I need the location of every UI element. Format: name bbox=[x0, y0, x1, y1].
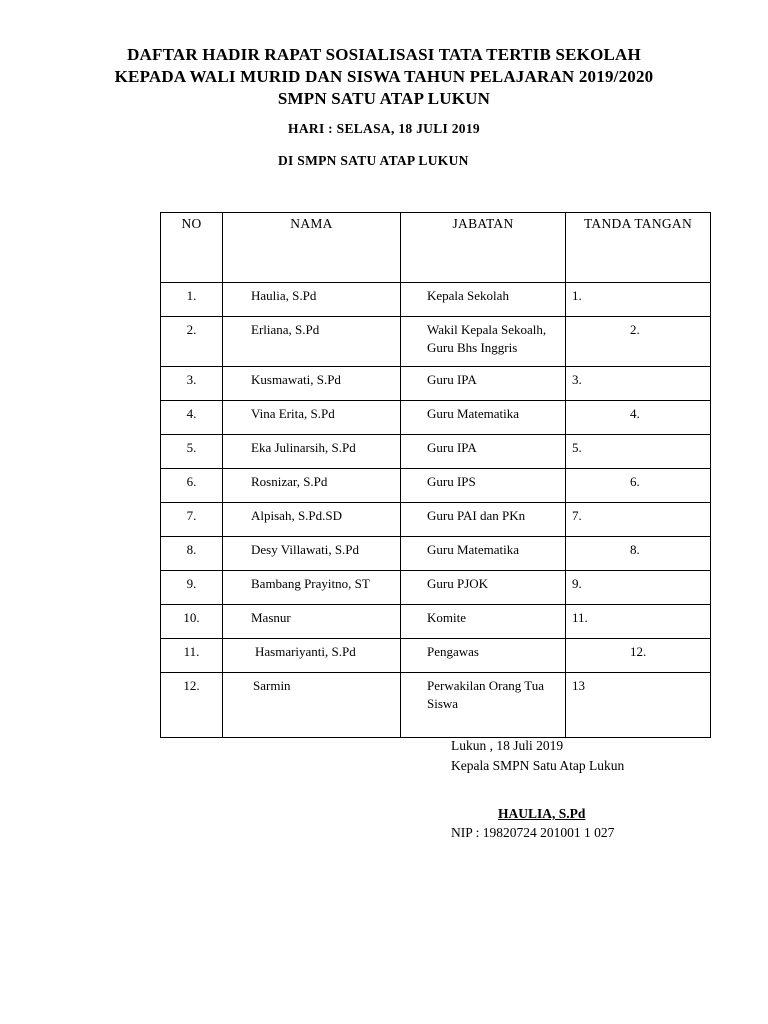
row-jabatan: Wakil Kepala Sekoalh, Guru Bhs Inggris bbox=[427, 322, 547, 355]
table-row bbox=[161, 503, 711, 537]
row-signature: 2. bbox=[630, 322, 640, 337]
table-row bbox=[161, 367, 711, 401]
signature-nip: NIP : 19820724 201001 1 027 bbox=[451, 825, 615, 840]
meeting-location: DI SMPN SATU ATAP LUKUN bbox=[278, 153, 469, 168]
document-title-line-1: DAFTAR HADIR RAPAT SOSIALISASI TATA TERTIB SEKOLAH bbox=[127, 45, 641, 64]
signature-place-date: Lukun , 18 Juli 2019 bbox=[451, 738, 564, 753]
row-jabatan: Guru Matematika bbox=[427, 406, 520, 421]
row-jabatan: Pengawas bbox=[427, 644, 479, 659]
row-signature: 7. bbox=[572, 508, 582, 523]
row-jabatan: Guru PJOK bbox=[427, 576, 489, 591]
meeting-day: HARI : SELASA, 18 JULI 2019 bbox=[288, 121, 480, 136]
row-signature: 3. bbox=[572, 372, 582, 387]
row-no: 12. bbox=[183, 678, 200, 693]
document-title-line-2: KEPADA WALI MURID DAN SISWA TAHUN PELAJARAN 2019/2020 bbox=[114, 67, 654, 86]
row-no: 8. bbox=[186, 542, 197, 557]
row-signature: 6. bbox=[630, 474, 640, 489]
table-header-row bbox=[161, 213, 711, 283]
row-signature: 8. bbox=[630, 542, 640, 557]
table-row bbox=[161, 571, 711, 605]
table-row bbox=[161, 605, 711, 639]
row-nama: Erliana, S.Pd bbox=[251, 322, 320, 337]
row-nama: Masnur bbox=[251, 610, 291, 625]
row-no: 6. bbox=[186, 474, 197, 489]
row-jabatan: Perwakilan Orang Tua Siswa bbox=[427, 678, 544, 711]
row-no: 10. bbox=[183, 610, 200, 625]
row-no: 2. bbox=[186, 322, 197, 337]
row-nama: Kusmawati, S.Pd bbox=[251, 372, 341, 387]
row-jabatan: Guru Matematika bbox=[427, 542, 520, 557]
row-nama: Hasmariyanti, S.Pd bbox=[255, 644, 356, 659]
row-jabatan: Kepala Sekolah bbox=[427, 288, 509, 303]
row-nama: Sarmin bbox=[253, 678, 291, 693]
row-nama: Eka Julinarsih, S.Pd bbox=[251, 440, 356, 455]
column-header-jabatan: JABATAN bbox=[401, 213, 566, 283]
table-row bbox=[161, 317, 711, 367]
table-row bbox=[161, 435, 711, 469]
row-nama: Rosnizar, S.Pd bbox=[251, 474, 328, 489]
row-signature: 9. bbox=[572, 576, 582, 591]
row-signature: 5. bbox=[572, 440, 582, 455]
row-nama: Bambang Prayitno, ST bbox=[251, 576, 370, 591]
row-no: 1. bbox=[186, 288, 197, 303]
row-nama: Vina Erita, S.Pd bbox=[251, 406, 335, 421]
row-no: 11. bbox=[183, 644, 200, 659]
table-row bbox=[161, 537, 711, 571]
column-header-nama: NAMA bbox=[223, 213, 401, 283]
column-header-no: NO bbox=[161, 213, 223, 283]
table-row bbox=[161, 401, 711, 435]
row-jabatan: Guru PAI dan PKn bbox=[427, 508, 526, 523]
table-row bbox=[161, 639, 711, 673]
table-row bbox=[161, 673, 711, 738]
row-signature: 1. bbox=[572, 288, 582, 303]
row-jabatan: Guru IPA bbox=[427, 440, 477, 455]
row-signature: 13 bbox=[572, 678, 585, 693]
row-nama: Desy Villawati, S.Pd bbox=[251, 542, 360, 557]
row-no: 7. bbox=[186, 508, 197, 523]
row-no: 9. bbox=[186, 576, 197, 591]
signature-title: Kepala SMPN Satu Atap Lukun bbox=[451, 758, 625, 773]
table-row bbox=[161, 283, 711, 317]
column-header-tanda-tangan: TANDA TANGAN bbox=[566, 213, 711, 283]
row-jabatan: Komite bbox=[427, 610, 466, 625]
row-no: 4. bbox=[186, 406, 197, 421]
row-no: 3. bbox=[186, 372, 197, 387]
row-jabatan: Guru IPA bbox=[427, 372, 477, 387]
attendance-table bbox=[160, 212, 711, 738]
row-signature: 11. bbox=[572, 610, 588, 625]
document-title-line-3: SMPN SATU ATAP LUKUN bbox=[277, 89, 491, 108]
row-signature: 12. bbox=[630, 644, 647, 659]
row-jabatan: Guru IPS bbox=[427, 474, 476, 489]
row-nama: Alpisah, S.Pd.SD bbox=[251, 508, 343, 523]
signature-name: HAULIA, S.Pd bbox=[498, 806, 586, 821]
table-row bbox=[161, 469, 711, 503]
row-nama: Haulia, S.Pd bbox=[251, 288, 317, 303]
row-no: 5. bbox=[186, 440, 197, 455]
row-signature: 4. bbox=[630, 406, 640, 421]
